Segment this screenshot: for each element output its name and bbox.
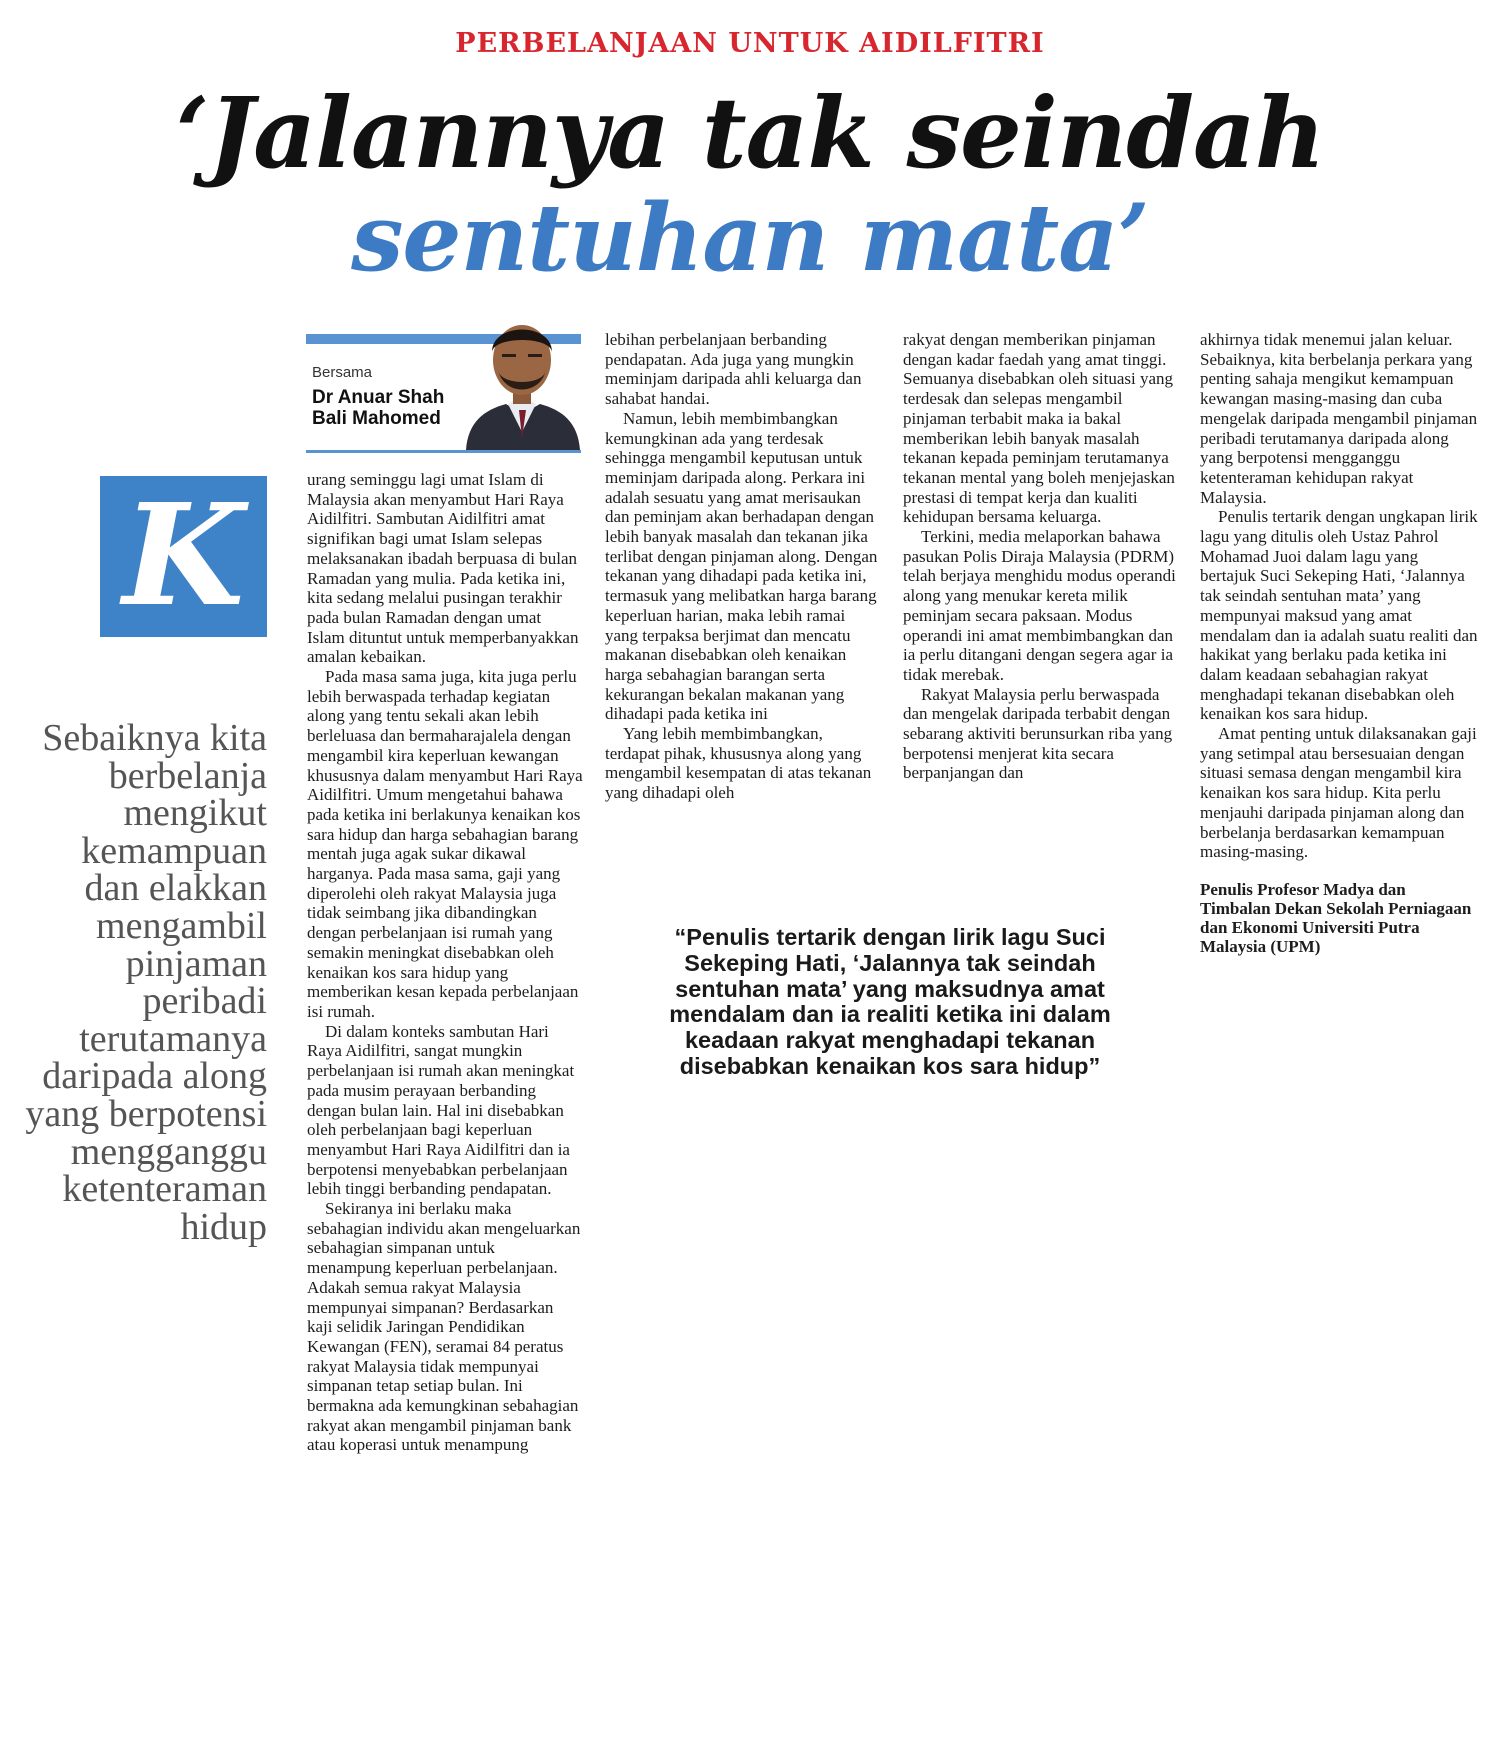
body-paragraph: Penulis tertarik dengan ungkapan lirik lagu yang ditulis oleh Ustaz Pahrol Mohamad Juoi dalam lagu yang bertajuk Suci Sekeping Hati, ‘Jalannya tak seindah sentuhan mata’ yang mempunyai maksud yang amat mendalam dan ia adalah suatu realiti dan hakikat yang berlaku pada ketika ini dalam keadaan sebahagian rakyat menghadapi tekanan disebabkan oleh kenaikan kos sara hidup. [1200, 507, 1478, 724]
author-name: Dr Anuar Shah Bali Mahomed [312, 387, 445, 429]
body-paragraph: Sekiranya ini berlaku maka sebahagian individu akan mengeluarkan sebahagian simpanan untuk menampung keperluan perbelanjaan. Adakah semua rakyat Malaysia mempunyai simpanan? Berdasarkan kaji selidik Jaringan Pendidikan Kewangan (FEN), seramai 84 peratus rakyat Malaysia tidak mempunyai simpanan tetap setiap bulan. Ini bermakna ada kemungkinan sebahagian rakyat akan mengambil pinjaman bank atau koperasi untuk menampung [307, 1199, 581, 1455]
article-column-3 [903, 330, 1179, 783]
section-kicker: PERBELANJAAN UNTUK AIDILFITRI [455, 28, 1045, 59]
author-box-bottom-rule [306, 450, 581, 453]
author-prefix: Bersama [312, 364, 373, 381]
body-paragraph: urang seminggu lagi umat Islam di Malaysia akan menyambut Hari Raya Aidilfitri. Sambutan Aidilfitri amat signifikan bagi umat Islam selepas melaksanakan ibadah berpuasa di bulan Ramadan yang mulia. Pada ketika ini, kita sedang melalui pusingan terakhir pada bulan Ramadan dengan umat Islam dituntut untuk memperbanyakkan amalan kebaikan. [307, 470, 579, 667]
body-paragraph: lebihan perbelanjaan berbanding pendapatan. Ada juga yang mungkin meminjam daripada ahli keluarga dan sahabat handai. [605, 330, 862, 409]
body-paragraph: Terkini, media melaporkan bahawa pasukan Polis Diraja Malaysia (PDRM) telah berjaya menghidu modus operandi along yang menukar kereta milik peminjam secara paksaan. Modus operandi ini amat membimbangkan dan ia perlu ditangani dengan segera agar ia tidak merebak. [903, 527, 1176, 684]
body-paragraph: rakyat dengan memberikan pinjaman dengan kadar faedah yang amat tinggi. Semuanya disebabkan oleh situasi yang terdesak dan selepas mengambil pinjaman terbabit maka ia bakal memberikan lebih banyak masalah tekanan kepada peminjam terutamanya tekanan mental yang boleh menjejaskan prestasi di tempat kerja dan kualiti kehidupan bersama keluarga. [903, 330, 1175, 527]
body-paragraph: Yang lebih membimbangkan, terdapat pihak, khususnya along yang mengambil kesempatan di atas tekanan yang dihadapi oleh [605, 724, 872, 803]
article-column-1 [307, 470, 583, 1455]
headline-line-1: ‘Jalannya tak seindah [175, 76, 1325, 190]
author-bio: Penulis Profesor Madya dan Timbalan Dekan Sekolah Perniagaan dan Ekonomi Universiti Putra Malaysia (UPM) [1200, 879, 1472, 956]
headline-line-2: sentuhan mata’ [351, 183, 1149, 292]
body-paragraph: akhirnya tidak menemui jalan keluar. Sebaiknya, kita berbelanja perkara yang penting sahaja mengikut kemampuan kewangan masing-masing dan cuba mengelak daripada mengambil pinjaman peribadi terutamanya daripada along yang berpotensi mengganggu ketenteraman kehidupan rakyat Malaysia. [1200, 330, 1478, 507]
body-paragraph: Pada masa sama juga, kita juga perlu lebih berwaspada terhadap kegiatan along yang tentu sekali akan lebih berleluasa dan bermaharajalela dengan mengambil kira keperluan kewangan khususnya dalam menyambut Hari Raya Aidilfitri. Umum mengetahui bahawa pada ketika ini berlakunya kenaikan kos sara hidup dan harga sebahagian barang mentah juga agak sukar dikawal harganya. Pada masa sama, gaji yang diperolehi oleh rakyat Malaysia juga tidak seimbang jika dibandingkan dengan perbelanjaan isi rumah yang semakin meningkat disebabkan oleh kenaikan kos sara hidup yang memberikan kesan kepada perbelanjaan isi rumah. [307, 667, 583, 1021]
body-paragraph: Amat penting untuk dilaksanakan gaji yang setimpal atau bersesuaian dengan situasi semasa dengan mengambil kira kenaikan kos sara hidup. Kita perlu menjauhi daripada pinjaman along dan berbelanja berdasarkan kemampuan masing-masing. [1200, 724, 1477, 862]
article-column-2 [605, 330, 881, 803]
article-column-4 [1200, 330, 1478, 956]
body-paragraph: Rakyat Malaysia perlu berwaspada dan mengelak daripada terbabit dengan sebarang aktiviti berunsurkan riba yang berpotensi menjerat kita secara berpanjangan dan [903, 684, 1173, 783]
body-paragraph: Namun, lebih membimbangkan kemungkinan ada yang terdesak sehingga mengambil keputusan untuk meminjam daripada along. Perkara ini adalah sesuatu yang amat merisaukan dan peminjam akan berhadapan dengan lebih banyak masalah dan tekanan jika terlibat dengan pinjaman along. Dengan tekanan yang dihadapi pada ketika ini, termasuk yang melibatkan harga barang keperluan harian, maka lebih ramai yang terpaksa berjimat dan mencatu makanan disebabkan oleh kenaikan harga sebahagian barangan serta kekurangan bekalan makanan yang dihadapi pada ketika ini [605, 408, 878, 724]
drop-cap: K [100, 476, 267, 637]
pull-quote-center: “Penulis tertarik dengan lirik lagu Suci Sekeping Hati, ‘Jalannya tak seindah sentuhan mata’ yang maksudnya amat mendalam dan ia realiti ketika ini dalam keadaan rakyat menghadapi tekanan disebabkan kenaikan kos sara hidup” [669, 924, 1111, 1079]
pull-quote-left: Sebaiknya kita berbelanja mengikut kemampuan dan elakkan mengambil pinjaman peribadi terutamanya daripada along yang berpotensi mengganggu ketenteraman hidup [25, 717, 267, 1248]
author-box [306, 300, 581, 453]
author-portrait [464, 300, 581, 450]
body-paragraph: Di dalam konteks sambutan Hari Raya Aidilfitri, sangat mungkin perbelanjaan isi rumah akan meningkat pada musim perayaan berbanding dengan bulan lain. Hal ini disebabkan oleh perbelanjaan bagi keperluan menyambut Hari Raya Aidilfitri dan ia berpotensi menyebabkan perbelanjaan lebih tinggi berbanding pendapatan. [307, 1021, 575, 1199]
